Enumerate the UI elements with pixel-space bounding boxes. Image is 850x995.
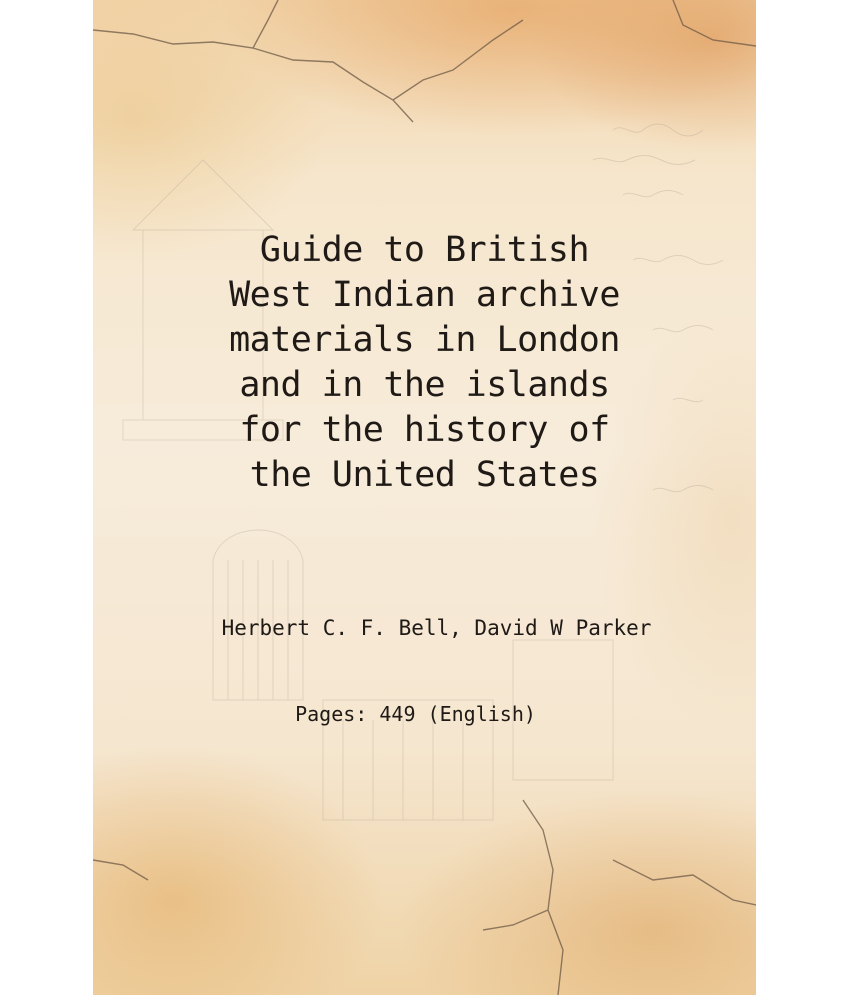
book-page-count: Pages: 449 (English) (295, 702, 536, 726)
book-title: Guide to British West Indian archive materials in London and in the islands for the history of the United States (229, 230, 620, 495)
book-authors: Herbert C. F. Bell, David W Parker (221, 616, 652, 640)
book-cover (93, 0, 756, 995)
